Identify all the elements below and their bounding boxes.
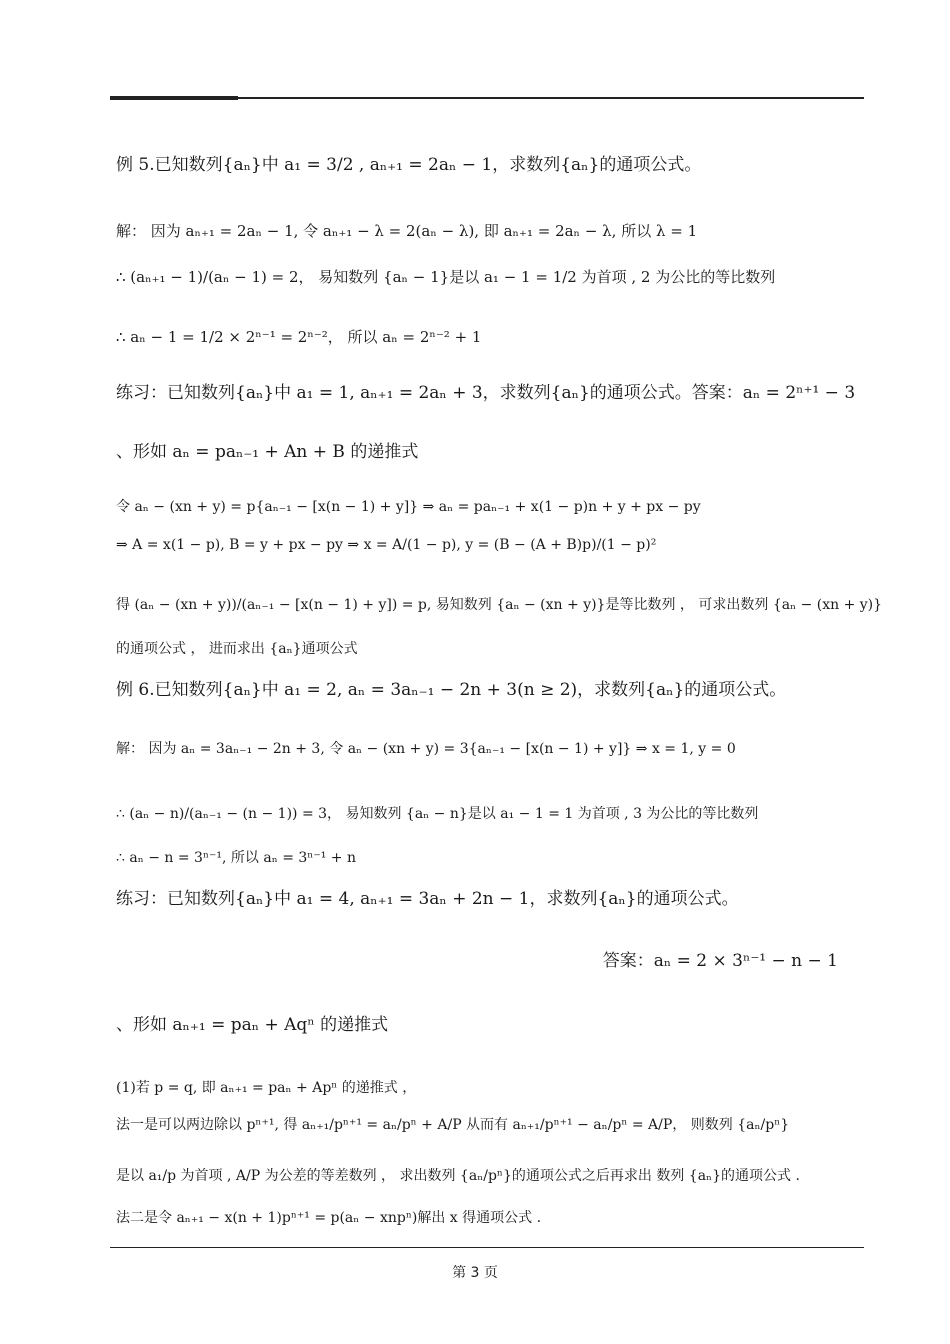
derivation-line-4: 的通项公式 ， 进而求出 {aₙ}通项公式 [116, 641, 358, 657]
derivation-line-3: 得 (aₙ − (xn + y))/(aₙ₋₁ − [x(n − 1) + y]) = p, 易知数列 {aₙ − (xn + y)}是等比数列 ， 可求出数列 {aₙ − (xn + y)} [116, 597, 883, 613]
solution-5-line-2: ∴ (aₙ₊₁ − 1)/(aₙ − 1) = 2， 易知数列 {aₙ − 1}是以 a₁ − 1 = 1/2 为首项 , 2 为公比的等比数列 [116, 268, 776, 286]
method-1-line-1: 法一是可以两边除以 pⁿ⁺¹, 得 aₙ₊₁/pⁿ⁺¹ = aₙ/pⁿ + A/P 从而有 aₙ₊₁/pⁿ⁺¹ − aₙ/pⁿ = A/P， 则数列 {aₙ/pⁿ} [116, 1117, 790, 1133]
solution-6-line-1: 解： 因为 aₙ = 3aₙ₋₁ − 2n + 3, 令 aₙ − (xn + y) = 3{aₙ₋₁ − [x(n − 1) + y]} ⇒ x = 1, y = 0 [116, 741, 736, 757]
solution-5-line-3: ∴ aₙ − 1 = 1/2 × 2ⁿ⁻¹ = 2ⁿ⁻²， 所以 aₙ = 2ⁿ⁻² + 1 [116, 328, 482, 346]
case-1: (1)若 p = q, 即 aₙ₊₁ = paₙ + Apⁿ 的递推式 ， [116, 1080, 417, 1096]
practice-2: 练习：已知数列{aₙ}中 a₁ = 4, aₙ₊₁ = 3aₙ + 2n − 1，求数列{aₙ}的通项公式。 [116, 889, 739, 909]
solution-6-line-2: ∴ (aₙ − n)/(aₙ₋₁ − (n − 1)) = 3， 易知数列 {aₙ − n}是以 a₁ − 1 = 1 为首项 , 3 为公比的等比数列 [116, 806, 759, 822]
section-heading-b: 、形如 aₙ₊₁ = paₙ + Aqⁿ 的递推式 [116, 1015, 389, 1035]
method-1-line-2: 是以 a₁/p 为首项 , A/P 为公差的等差数列 ， 求出数列 {aₙ/pⁿ}的通项公式之后再求出 数列 {aₙ}的通项公式 . [116, 1168, 800, 1184]
practice-2-answer: 答案：aₙ = 2 × 3ⁿ⁻¹ − n − 1 [602, 951, 838, 971]
header-rule [110, 97, 864, 99]
example-5: 例 5.已知数列{aₙ}中 a₁ = 3/2 , aₙ₊₁ = 2aₙ − 1，求数列{aₙ}的通项公式。 [116, 155, 702, 175]
footer-rule [110, 1247, 864, 1248]
derivation-line-1: 令 aₙ − (xn + y) = p{aₙ₋₁ − [x(n − 1) + y]} ⇒ aₙ = paₙ₋₁ + x(1 − p)n + y + px − py [116, 499, 701, 515]
example-6: 例 6.已知数列{aₙ}中 a₁ = 2, aₙ = 3aₙ₋₁ − 2n + 3(n ≥ 2)，求数列{aₙ}的通项公式。 [116, 680, 787, 700]
method-2: 法二是令 aₙ₊₁ − x(n + 1)pⁿ⁺¹ = p(aₙ − xnpⁿ)解出 x 得通项公式 . [116, 1210, 542, 1226]
page-number: 第 3 页 [452, 1265, 498, 1281]
solution-6-line-3: ∴ aₙ − n = 3ⁿ⁻¹, 所以 aₙ = 3ⁿ⁻¹ + n [116, 850, 357, 866]
derivation-line-2: ⇒ A = x(1 − p), B = y + px − py ⇒ x = A/(1 − p), y = (B − (A + B)p)/(1 − p)² [116, 537, 657, 553]
solution-5-line-1: 解： 因为 aₙ₊₁ = 2aₙ − 1, 令 aₙ₊₁ − λ = 2(aₙ − λ), 即 aₙ₊₁ = 2aₙ − λ, 所以 λ = 1 [116, 222, 698, 240]
section-heading-a: 、形如 aₙ = paₙ₋₁ + An + B 的递推式 [116, 442, 419, 462]
practice-1: 练习：已知数列{aₙ}中 a₁ = 1, aₙ₊₁ = 2aₙ + 3，求数列{aₙ}的通项公式。答案：aₙ = 2ⁿ⁺¹ − 3 [116, 383, 856, 403]
